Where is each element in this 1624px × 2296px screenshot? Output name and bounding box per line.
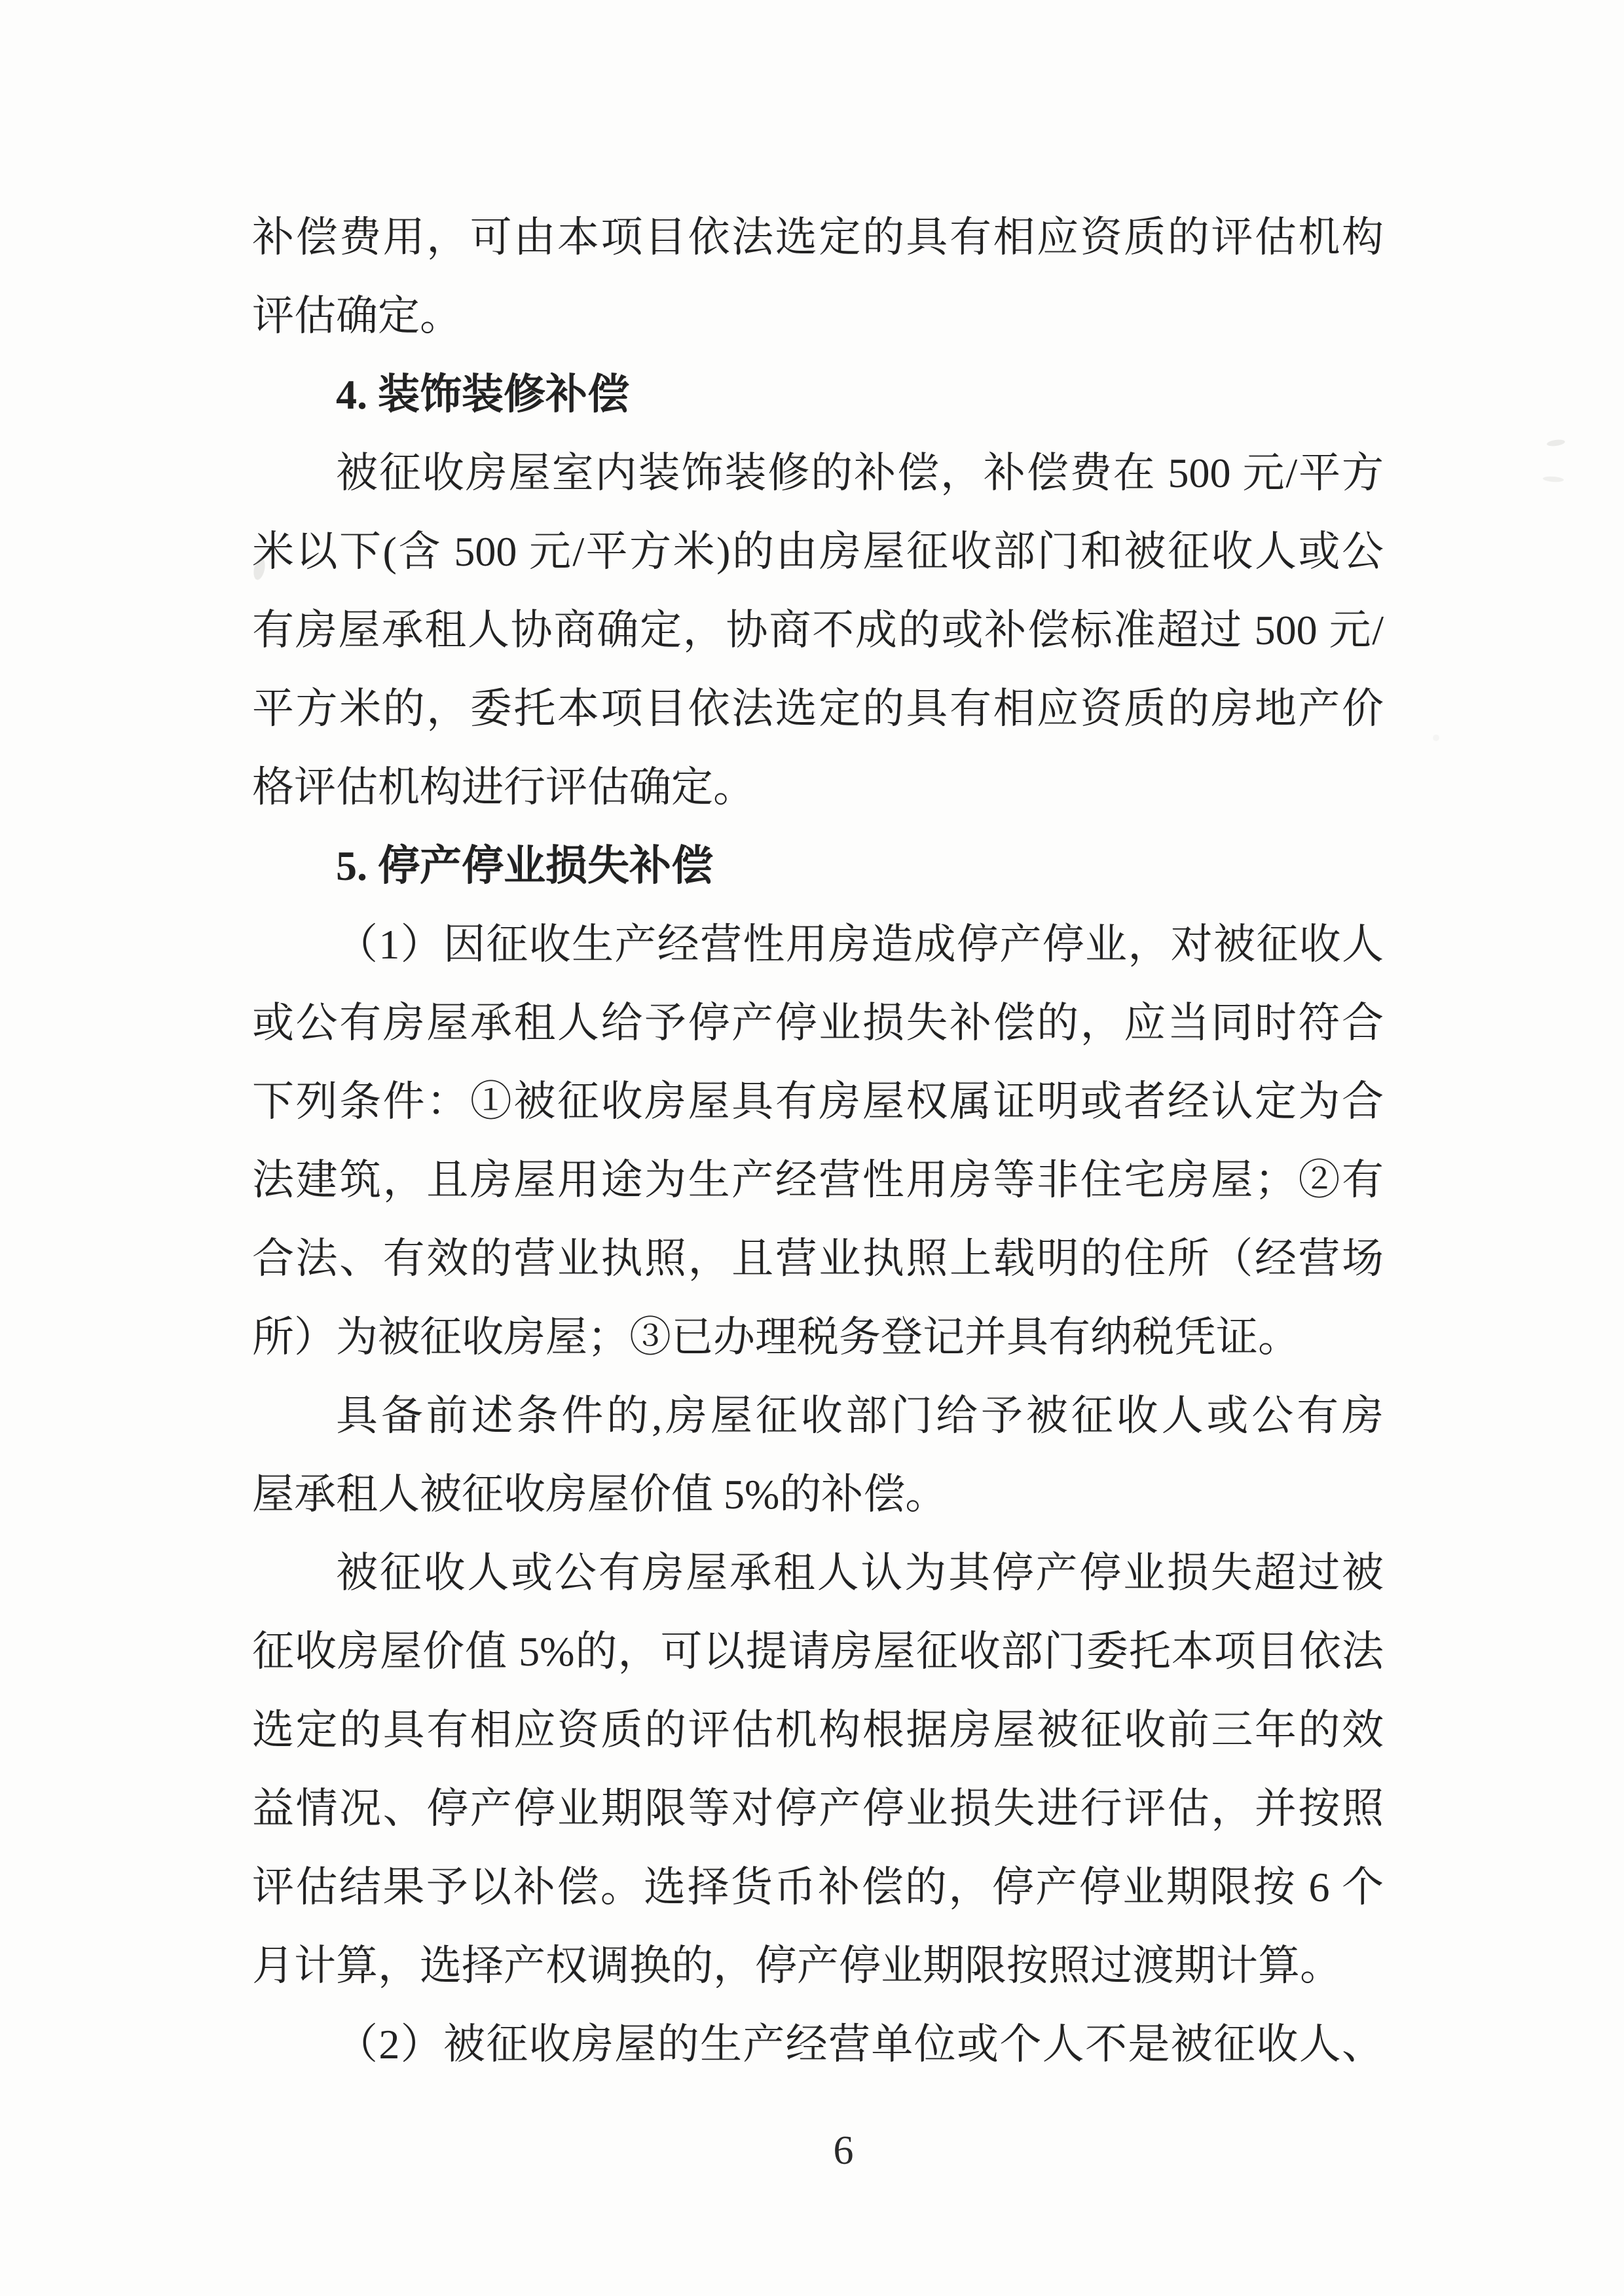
scan-speck [1543, 476, 1564, 483]
text-line: 补偿费用，可由本项目依法选定的具有相应资质的评估机构 [252, 214, 1384, 261]
scan-speck [1433, 735, 1439, 741]
text-line: 月计算，选择产权调换的，停产停业期限按照过渡期计算。 [252, 1942, 1342, 1989]
text-line: 下列条件：①被征收房屋具有房屋权属证明或者经认定为合 [252, 1078, 1384, 1125]
text-line: 被征收人或公有房屋承租人认为其停产停业损失超过被 [336, 1550, 1384, 1596]
section-heading-4: 4. 装饰装修补偿 [336, 371, 629, 418]
text-line: （1）因征收生产经营性用房造成停产停业，对被征收人 [336, 921, 1384, 968]
document-body [252, 198, 1384, 2084]
text-line: 格评估机构进行评估确定。 [252, 764, 755, 811]
text-line: 评估结果予以补偿。选择货币补偿的，停产停业期限按 6 个 [252, 1864, 1384, 1910]
text-line: 被征收房屋室内装饰装修的补偿，补偿费在 500 元/平方 [336, 450, 1384, 496]
text-line: 或公有房屋承租人给予停产停业损失补偿的，应当同时符合 [252, 1000, 1384, 1046]
text-line: 具备前述条件的,房屋征收部门给予被征收人或公有房 [336, 1393, 1384, 1439]
text-line: 有房屋承租人协商确定，协商不成的或补偿标准超过 500 元/ [252, 607, 1384, 653]
text-line: 评估确定。 [252, 293, 462, 339]
section-heading-5: 5. 停产停业损失补偿 [336, 843, 713, 889]
text-line: 征收房屋价值 5%的，可以提请房屋征收部门委托本项目依法 [252, 1628, 1384, 1675]
text-line: 米以下(含 500 元/平方米)的由房屋征收部门和被征收人或公 [252, 528, 1384, 575]
text-line: 益情况、停产停业期限等对停产停业损失进行评估，并按照 [252, 1785, 1384, 1832]
text-line: 平方米的，委托本项目依法选定的具有相应资质的房地产价 [252, 685, 1384, 732]
text-line: 法建筑，且房屋用途为生产经营性用房等非住宅房屋；②有 [252, 1157, 1384, 1203]
text-line: 所）为被征收房屋；③已办理税务登记并具有纳税凭证。 [252, 1314, 1300, 1360]
scan-speck [1547, 439, 1566, 447]
text-line: 屋承租人被征收房屋价值 5%的补偿。 [252, 1471, 948, 1518]
text-line: 选定的具有相应资质的评估机构根据房屋被征收前三年的效 [252, 1707, 1384, 1753]
scan-speck [348, 308, 354, 318]
page-number: 6 [833, 2128, 854, 2173]
text-line: （2）被征收房屋的生产经营单位或个人不是被征收人、 [336, 2021, 1384, 2068]
text-line: 合法、有效的营业执照，且营业执照上载明的住所（经营场 [252, 1235, 1384, 1282]
